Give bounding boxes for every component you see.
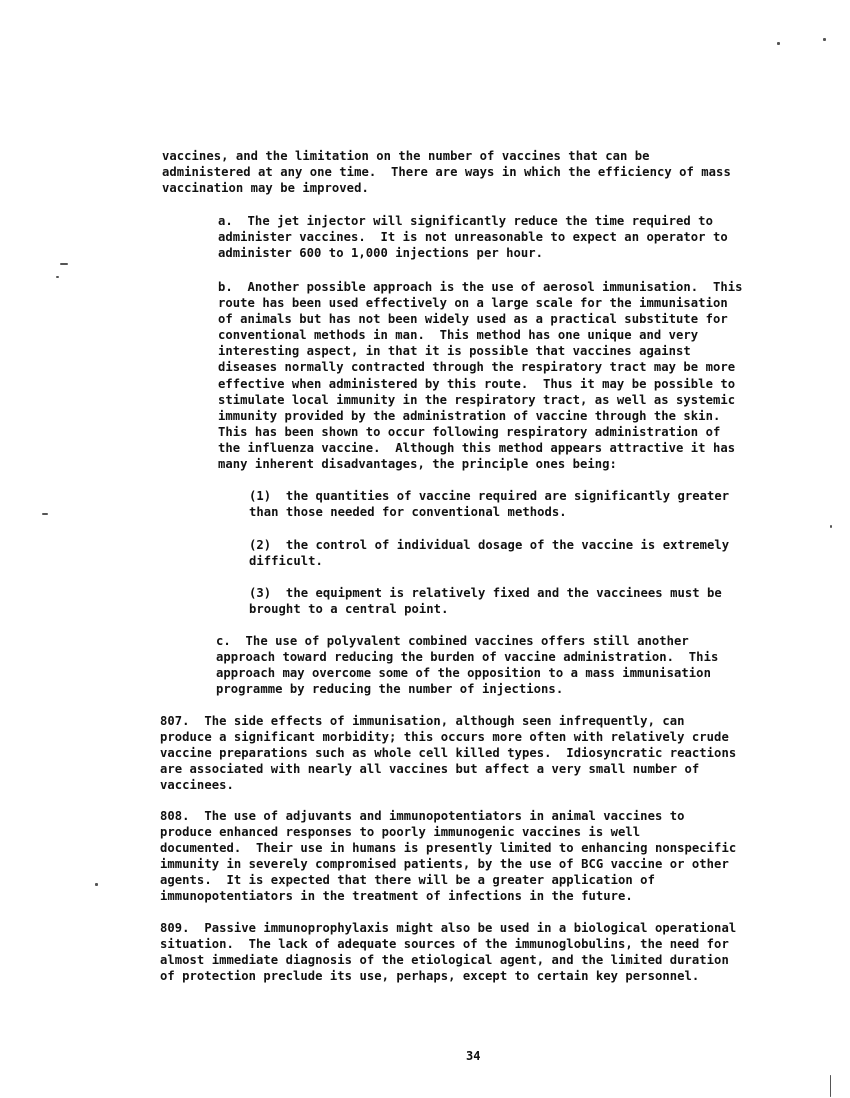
text-line: many inherent disadvantages, the principle ones being: [218, 457, 617, 472]
text-line: conventional methods in man. This method has one unique and very [218, 328, 699, 343]
text-line: difficult. [249, 554, 323, 569]
text-line: vaccines, and the limitation on the number of vaccines that can be [162, 149, 650, 163]
text-line: This has been shown to occur following respiratory administration of [218, 424, 721, 439]
scan-speck [95, 883, 98, 886]
item-c-paragraph [216, 633, 718, 697]
page-number: 34 [466, 1049, 481, 1063]
text-line: vaccination may be improved. [162, 181, 369, 196]
text-line: vaccine preparations such as whole cell killed types. Idiosyncratic reactions [160, 746, 737, 761]
text-line: administer vaccines. It is not unreasonable to expect an operator to [218, 230, 728, 245]
text-line: of protection preclude its use, perhaps, except to certain key personnel. [160, 969, 700, 984]
text-line: 807. The side effects of immunisation, although seen infrequently, can [160, 714, 685, 728]
item-a-paragraph [218, 213, 728, 261]
text-line: (2) the control of individual dosage of the vaccine is extremely [249, 538, 730, 552]
text-line: c. The use of polyvalent combined vaccines offers still another [216, 634, 689, 648]
text-line: approach toward reducing the burden of vaccine administration. This [216, 650, 719, 665]
sub-item-1 [249, 488, 729, 520]
text-line: immunity in severely compromised patients, by the use of BCG vaccine or other [160, 857, 729, 872]
text-line: diseases normally contracted through the respiratory tract may be more [218, 360, 736, 375]
text-line: almost immediate diagnosis of the etiological agent, and the limited duration [160, 953, 729, 968]
text-line: situation. The lack of adequate sources of the immunoglobulins, the need for [160, 937, 729, 952]
text-line: interesting aspect, in that it is possible that vaccines against [218, 344, 691, 359]
scan-speck [830, 1075, 831, 1097]
text-line: are associated with nearly all vaccines but affect a very small number of [160, 762, 700, 777]
paragraph-808 [160, 808, 736, 905]
text-line: programme by reducing the number of injections. [216, 682, 564, 697]
scan-speck [42, 513, 48, 515]
text-line: agents. It is expected that there will be a greater application of [160, 873, 655, 888]
text-line: the influenza vaccine. Although this method appears attractive it has [218, 440, 736, 455]
item-b-paragraph [218, 279, 743, 472]
text-line: immunopotentiators in the treatment of infections in the future. [160, 889, 633, 904]
text-line: (1) the quantities of vaccine required are significantly greater [249, 489, 730, 503]
text-line: documented. Their use in humans is presently limited to enhancing nonspecific [160, 841, 737, 856]
text-line: 809. Passive immunoprophylaxis might also be used in a biological operational [160, 921, 737, 935]
text-line: (3) the equipment is relatively fixed and the vaccinees must be [249, 586, 722, 600]
text-line: administer 600 to 1,000 injections per hour. [218, 246, 544, 261]
scan-speck [777, 42, 780, 45]
text-line: 808. The use of adjuvants and immunopotentiators in animal vaccines to [160, 809, 685, 823]
sub-item-3 [249, 585, 722, 617]
text-line: effective when administered by this route. Thus it may be possible to [218, 376, 736, 391]
text-line: produce a significant morbidity; this occurs more often with relatively crude [160, 730, 729, 745]
text-line: of animals but has not been widely used as a practical substitute for [218, 312, 728, 327]
scan-speck [56, 276, 59, 278]
text-line: a. The jet injector will significantly reduce the time required to [218, 214, 713, 228]
scan-speck [830, 525, 832, 528]
text-line: administered at any one time. There are ways in which the efficiency of mass [162, 165, 731, 180]
scan-speck [60, 263, 68, 265]
text-line: immunity provided by the administration of vaccine through the skin. [218, 408, 721, 423]
scan-speck [823, 38, 826, 41]
sub-item-2 [249, 537, 729, 569]
text-line: than those needed for conventional methods. [249, 505, 567, 520]
text-line: brought to a central point. [249, 602, 449, 617]
text-line: stimulate local immunity in the respiratory tract, as well as systemic [218, 392, 736, 407]
intro-paragraph [162, 148, 731, 196]
text-line: produce enhanced responses to poorly immunogenic vaccines is well [160, 825, 641, 840]
text-line: b. Another possible approach is the use of aerosol immunisation. This [218, 280, 743, 294]
paragraph-807 [160, 713, 736, 793]
text-line: vaccinees. [160, 778, 234, 793]
text-line: approach may overcome some of the opposition to a mass immunisation [216, 666, 711, 681]
paragraph-809 [160, 920, 736, 984]
text-line: route has been used effectively on a large scale for the immunisation [218, 296, 728, 311]
